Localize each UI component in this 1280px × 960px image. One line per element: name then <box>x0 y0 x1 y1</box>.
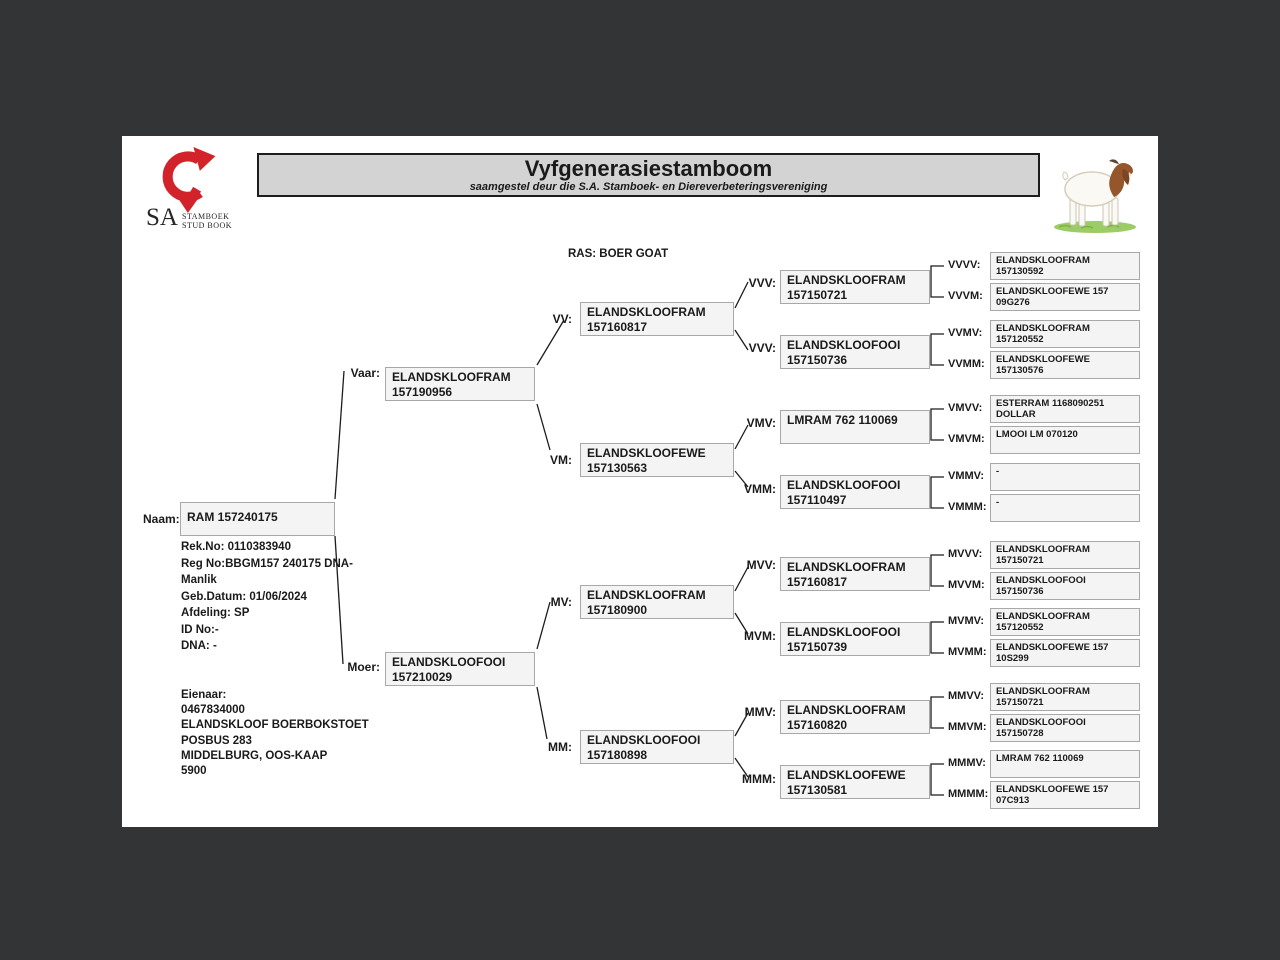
vm-label: VM: <box>550 453 572 467</box>
mmvm-name: ELANDSKLOOFOOI <box>996 717 1086 728</box>
vv-name: ELANDSKLOOFRAM <box>587 305 706 319</box>
subject-afdeling: Afdeling: SP <box>181 607 250 619</box>
vvv-sire-reg: 157150721 <box>787 288 848 302</box>
subject-reg-no: Reg No:BBGM157 240175 DNA- <box>181 557 353 570</box>
vvvv-name: ELANDSKLOOFRAM <box>996 255 1090 266</box>
mm-name: ELANDSKLOOFOOI <box>587 733 701 747</box>
vvvm-name: ELANDSKLOOFEWE 157 <box>996 286 1109 297</box>
moer-label: Moer: <box>347 660 380 674</box>
vm-reg: 157130563 <box>587 461 648 475</box>
boer-goat-image <box>1051 156 1139 236</box>
vvv-sire-box <box>780 270 930 304</box>
subject-sex: Manlik <box>181 574 217 586</box>
owner-postbox: POSBUS 283 <box>181 734 252 747</box>
vaar-box <box>385 367 535 401</box>
subject-dna: DNA: - <box>181 640 217 652</box>
vmvv-reg: DOLLAR <box>996 409 1036 420</box>
vvmm-name: ELANDSKLOOFEWE <box>996 354 1090 365</box>
mvvv-box <box>990 541 1140 569</box>
mmv-box <box>780 700 930 734</box>
mm-label: MM: <box>548 740 572 754</box>
pedigree-document-page <box>122 136 1158 827</box>
vmmv-label: VMMV: <box>948 470 985 482</box>
vvmv-box <box>990 320 1140 348</box>
mmvv-label: MMVV: <box>948 690 985 702</box>
moer-box <box>385 652 535 686</box>
document-title: Vyfgenerasiestamboom <box>524 155 773 181</box>
mvvv-reg: 157150721 <box>996 555 1044 566</box>
vvmv-reg: 157120552 <box>996 334 1044 345</box>
mv-reg: 157180900 <box>587 603 648 617</box>
mmvm-reg: 157150728 <box>996 728 1044 739</box>
vmv-box <box>780 410 930 444</box>
vmvv-label: VMVV: <box>948 402 983 414</box>
owner-postcode: 5900 <box>181 765 207 778</box>
mvvm-box <box>990 572 1140 600</box>
subject-birthdate: Geb.Datum: 01/06/2024 <box>181 590 307 603</box>
vvv-dam-label: VVV: <box>748 341 776 355</box>
mmv-name: ELANDSKLOOFRAM <box>787 703 906 717</box>
vvv-dam-box <box>780 335 930 369</box>
vmm-label: VMM: <box>744 482 776 496</box>
mmmv-label: MMMV: <box>948 757 986 769</box>
mvm-box <box>780 622 930 656</box>
mvmv-label: MVMV: <box>948 615 985 627</box>
logo-sa-text: SA <box>146 204 178 231</box>
owner-details <box>181 688 369 779</box>
owner-phone: 0467834000 <box>181 704 245 717</box>
vmm-reg: 157110497 <box>787 493 847 507</box>
vvmv-label: VVMV: <box>948 327 983 339</box>
logo-stamboek-text: STAMBOEK <box>182 212 230 221</box>
vmmm-label: VMMM: <box>948 501 987 513</box>
mmmv-box <box>990 750 1140 778</box>
vv-box <box>580 302 734 336</box>
mvvm-reg: 157150736 <box>996 586 1044 597</box>
mmvv-reg: 157150721 <box>996 697 1044 708</box>
mvv-box <box>780 557 930 591</box>
vvmm-label: VVMM: <box>948 358 985 370</box>
mmmm-reg: 07C913 <box>996 795 1030 806</box>
mmvm-box <box>990 714 1140 742</box>
vvvm-label: VVVM: <box>948 290 983 302</box>
mmmv-name: LMRAM 762 110069 <box>996 753 1084 764</box>
subject-rek-no: Rek.No: 0110383940 <box>181 541 291 553</box>
mmvm-label: MMVM: <box>948 721 987 733</box>
vmm-box <box>780 475 930 509</box>
logo-studbook-text: STUD BOOK <box>182 221 233 230</box>
mm-reg: 157180898 <box>587 748 648 762</box>
mmvv-box <box>990 683 1140 711</box>
vv-label: VV: <box>552 312 572 326</box>
mmm-name: ELANDSKLOOFEWE <box>787 768 906 782</box>
mmm-reg: 157130581 <box>787 783 848 797</box>
vvvv-box <box>990 252 1140 280</box>
vvvv-reg: 157130592 <box>996 266 1044 277</box>
vvmv-name: ELANDSKLOOFRAM <box>996 323 1090 334</box>
vvv-dam-name: ELANDSKLOOFOOI <box>787 338 901 352</box>
mvvm-name: ELANDSKLOOFOOI <box>996 575 1086 586</box>
vmmm-box <box>990 494 1140 522</box>
breed-label: RAS: BOER GOAT <box>568 248 669 260</box>
mvmv-name: ELANDSKLOOFRAM <box>996 611 1090 622</box>
document-subtitle: saamgestel deur die S.A. Stamboek- en Diereverbeteringsvereniging <box>469 180 828 193</box>
mvv-name: ELANDSKLOOFRAM <box>787 560 906 574</box>
vvmm-reg: 157130576 <box>996 365 1044 376</box>
mmvv-name: ELANDSKLOOFRAM <box>996 686 1090 697</box>
mvmv-box <box>990 608 1140 636</box>
vmmm-name: - <box>996 497 1000 508</box>
mvm-name: ELANDSKLOOFOOI <box>787 625 901 639</box>
mmmm-name: ELANDSKLOOFEWE 157 <box>996 784 1109 795</box>
vm-box <box>580 443 734 477</box>
owner-name: ELANDSKLOOF BOERBOKSTOET <box>181 719 369 732</box>
vmvm-box <box>990 426 1140 454</box>
vm-name: ELANDSKLOOFEWE <box>587 446 706 460</box>
mvv-reg: 157160817 <box>787 575 848 589</box>
mmv-reg: 157160820 <box>787 718 848 732</box>
vvv-sire-label: VVV: <box>748 276 776 290</box>
moer-reg: 157210029 <box>392 670 453 684</box>
vmmv-box <box>990 463 1140 491</box>
mvm-reg: 157150739 <box>787 640 848 654</box>
mmmm-label: MMMM: <box>948 788 989 800</box>
vmvm-label: VMVM: <box>948 433 985 445</box>
mvmm-reg: 10S299 <box>996 653 1029 664</box>
subject-name: RAM 157240175 <box>187 510 278 524</box>
mm-box <box>580 730 734 764</box>
vaar-reg: 157190956 <box>392 385 453 399</box>
moer-name: ELANDSKLOOFOOI <box>392 655 506 669</box>
mvv-label: MVV: <box>746 558 776 572</box>
mvmm-box <box>990 639 1140 667</box>
naam-label: Naam: <box>143 512 180 526</box>
mvvm-label: MVVM: <box>948 579 985 591</box>
mvvv-label: MVVV: <box>948 548 983 560</box>
mmv-label: MMV: <box>744 705 776 719</box>
mvvv-name: ELANDSKLOOFRAM <box>996 544 1090 555</box>
vmvv-name: ESTERRAM 1168090251 <box>996 398 1105 409</box>
mvmv-reg: 157120552 <box>996 622 1044 633</box>
vmm-name: ELANDSKLOOFOOI <box>787 478 901 492</box>
vmvm-name: LMOOI LM 070120 <box>996 429 1078 440</box>
mv-box <box>580 585 734 619</box>
vvvv-label: VVVV: <box>948 259 981 271</box>
vvvm-box <box>990 283 1140 311</box>
subject-name-box <box>180 502 335 536</box>
mvm-label: MVM: <box>744 629 776 643</box>
mmm-label: MMM: <box>742 772 776 786</box>
vmvv-box <box>990 395 1140 423</box>
mv-name: ELANDSKLOOFRAM <box>587 588 706 602</box>
owner-heading: Eienaar: <box>181 689 227 701</box>
subject-details <box>181 539 353 655</box>
title-banner <box>257 153 1040 197</box>
vmv-name: LMRAM 762 110069 <box>787 413 898 427</box>
vmv-label: VMV: <box>746 416 776 430</box>
mmm-box <box>780 765 930 799</box>
vvv-sire-name: ELANDSKLOOFRAM <box>787 273 906 287</box>
mv-label: MV: <box>550 595 572 609</box>
mmmm-box <box>990 781 1140 809</box>
vmmv-name: - <box>996 466 1000 477</box>
vvmm-box <box>990 351 1140 379</box>
vvv-dam-reg: 157150736 <box>787 353 848 367</box>
mvmm-name: ELANDSKLOOFEWE 157 <box>996 642 1109 653</box>
vaar-label: Vaar: <box>350 366 380 380</box>
vvvm-reg: 09G276 <box>996 297 1030 308</box>
mvmm-label: MVMM: <box>948 646 987 658</box>
subject-id-no: ID No:- <box>181 623 219 636</box>
vaar-name: ELANDSKLOOFRAM <box>392 370 511 384</box>
vv-reg: 157160817 <box>587 320 648 334</box>
owner-town: MIDDELBURG, OOS-KAAP <box>181 749 328 762</box>
